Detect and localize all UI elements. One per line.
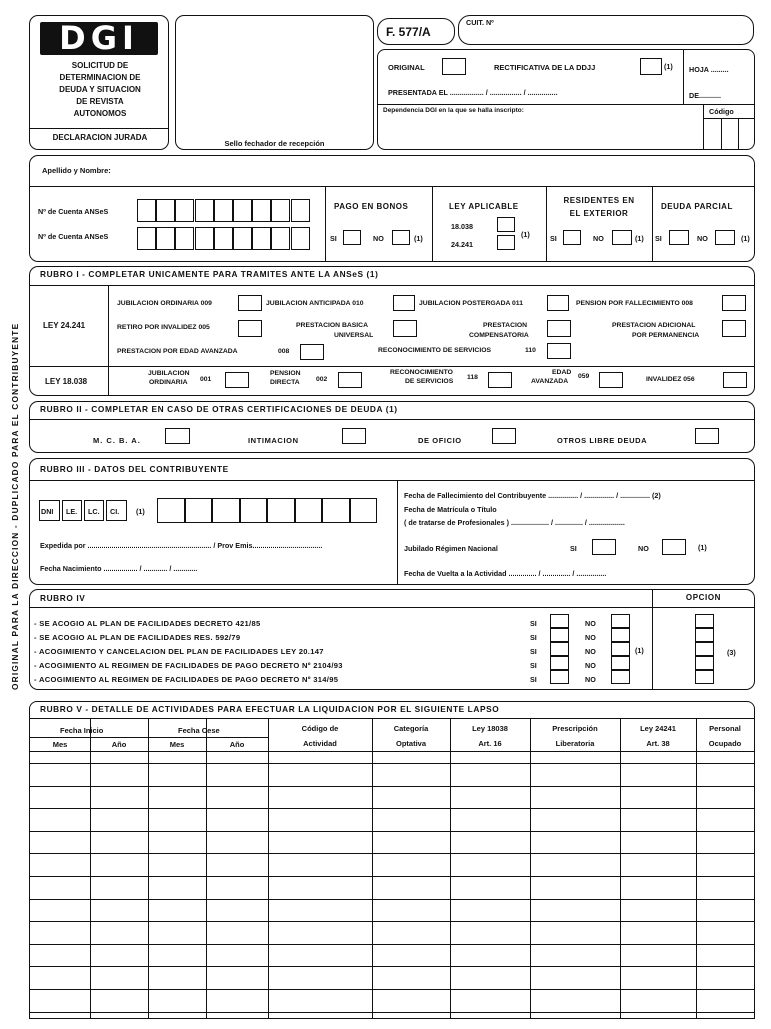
rubro4-item-label: - ACOGIMIENTO AL REGIMEN DE FACILIDADES DE PAGO DECRETO Nº 314/95: [34, 675, 339, 684]
cuenta-digit-box[interactable]: [175, 199, 194, 222]
cuenta-digit-box[interactable]: [175, 227, 194, 250]
expedida-label: Expedida por .............................................................. / Prov Emis...................................: [40, 541, 323, 550]
intimacion-checkbox[interactable]: [342, 428, 366, 444]
otros-label: OTROS LIBRE DEUDA: [557, 436, 648, 445]
rubro4-no-checkbox[interactable]: [611, 614, 630, 628]
mes-header-2: Mes: [169, 740, 185, 749]
l18-invalidez-label: INVALIDEZ 056: [646, 376, 695, 383]
ley-note: (1): [521, 230, 530, 239]
rubro5-title: RUBRO V - DETALLE DE ACTIVIDADES PARA EFECTUAR LA LIQUIDACION POR EL SIGUIENTE LAPSO: [40, 704, 500, 714]
reconocimiento-code: 110: [525, 347, 536, 354]
fecha-inicio-header: Fecha Inicio: [60, 726, 104, 735]
rubro4-no-label: NO: [585, 661, 596, 670]
cuenta-digit-box[interactable]: [137, 199, 156, 222]
l18-jubilacion-label-1: JUBILACION: [148, 370, 190, 377]
hoja-label: HOJA .........: [689, 65, 729, 74]
cuenta-digit-box[interactable]: [291, 227, 310, 250]
cuenta-digit-box[interactable]: [214, 227, 233, 250]
grid-row-line: [30, 763, 754, 764]
grid-header-line: [30, 751, 754, 752]
bonos-no-label: NO: [373, 234, 384, 243]
rubro4-si-label: SI: [530, 647, 537, 656]
rubro3-title: RUBRO III - DATOS DEL CONTRIBUYENTE: [40, 464, 229, 474]
pension-fallecimiento-checkbox[interactable]: [722, 295, 746, 311]
residentes-si-checkbox[interactable]: [563, 230, 581, 245]
apellido-label: Apellido y Nombre:: [42, 166, 111, 175]
rubro4-no-label: NO: [585, 675, 596, 684]
bonos-si-label: SI: [330, 234, 337, 243]
jubilado-si-label: SI: [570, 544, 577, 553]
cuenta-digit-box[interactable]: [271, 199, 290, 222]
fallecimiento-label: Fecha de Fallecimiento del Contribuyente ............... / ............... / ............... (2): [404, 491, 661, 500]
prest-basica-label-1: PRESTACION BASICA: [296, 322, 369, 329]
residentes-si-label: SI: [550, 234, 557, 243]
cuenta-digit-box[interactable]: [137, 227, 156, 250]
ley24241-header-1: Ley 24241: [640, 724, 676, 733]
oficio-label: DE OFICIO: [418, 436, 462, 445]
bonos-no-checkbox[interactable]: [392, 230, 410, 245]
rubro4-item-label: - SE ACOGIO AL PLAN DE FACILIDADES RES. 592/79: [34, 633, 241, 642]
opcion-checkbox[interactable]: [695, 614, 714, 628]
fecha-cese-header: Fecha Cese: [178, 726, 220, 735]
vuelta-label: Fecha de Vuelta a la Actividad .............. / .............. / ...............: [404, 569, 607, 578]
pago-bonos-title: PAGO EN BONOS: [334, 202, 409, 211]
matricula-label-1: Fecha de Matrícula o Título: [404, 505, 497, 514]
deuda-si-checkbox[interactable]: [669, 230, 689, 245]
grid-row-line: [30, 831, 754, 832]
l18-pension-label-1: PENSION: [270, 370, 301, 377]
sello-box: [175, 15, 374, 150]
rubro4-si-checkbox[interactable]: [550, 670, 569, 684]
rubro2-title: RUBRO II - COMPLETAR EN CASO DE OTRAS CERTIFICACIONES DE DEUDA (1): [40, 404, 398, 414]
cuenta-digit-box[interactable]: [156, 199, 175, 222]
l18-edad-checkbox[interactable]: [599, 372, 623, 388]
prest-compensatoria-label-2: COMPENSATORIA: [469, 332, 529, 339]
cuenta-digit-box[interactable]: [252, 199, 271, 222]
doc-number-digit-box[interactable]: [267, 498, 295, 523]
l18-invalidez-checkbox[interactable]: [723, 372, 747, 388]
prest-basica-label-2: UNIVERSAL: [334, 332, 374, 339]
rubro4-title: RUBRO IV: [40, 593, 86, 603]
solicitud-line-1: SOLICITUD DE: [71, 61, 129, 70]
solicitud-line-4: DE REVISTA: [76, 97, 124, 106]
prest-adicional-label-2: POR PERMANENCIA: [632, 332, 700, 339]
rubro4-no-label: NO: [585, 647, 596, 656]
cuit-label: CUIT. Nº: [466, 18, 494, 27]
jubilado-si-checkbox[interactable]: [592, 539, 616, 555]
de-label: DE...........: [689, 91, 721, 100]
opcion-checkbox[interactable]: [695, 656, 714, 670]
rubro4-no-checkbox[interactable]: [611, 642, 630, 656]
ley-24241-row-label: LEY 24.241: [43, 321, 86, 330]
doc-lc-label: LC.: [88, 507, 100, 516]
rubro4-no-checkbox[interactable]: [611, 628, 630, 642]
categoria-header-2: Optativa: [395, 739, 426, 748]
opcion-title: OPCION: [685, 593, 722, 602]
rubro4-item-label: - ACOGIMIENTO Y CANCELACION DEL PLAN DE FACILIDADES LEY 20.147: [34, 647, 324, 656]
anio-header-1: Año: [111, 740, 127, 749]
rubro4-si-checkbox[interactable]: [550, 642, 569, 656]
jubilado-label: Jubilado Régimen Nacional: [404, 544, 498, 553]
doc-ci-label: CI.: [110, 507, 120, 516]
jubilado-note: (1): [698, 543, 707, 552]
form-code: F. 577/A: [386, 25, 431, 39]
ley-24241-label: 24.241: [451, 240, 473, 249]
jub-anticipada-checkbox[interactable]: [393, 295, 415, 311]
cuenta1-label: Nº de Cuenta ANSeS: [38, 207, 109, 216]
doc-number-digit-box[interactable]: [185, 498, 213, 523]
rubro4-item-label: - ACOGIMIENTO AL REGIMEN DE FACILIDADES DE PAGO DECRETO Nº 2104/93: [34, 661, 343, 670]
cuenta-digit-box[interactable]: [271, 227, 290, 250]
solicitud-line-5: AUTONOMOS: [73, 109, 127, 118]
grid-row-line: [30, 921, 754, 922]
doc-le-label: LE.: [66, 507, 78, 516]
cuenta-digit-box[interactable]: [252, 227, 271, 250]
deuda-parcial-title: DEUDA PARCIAL: [661, 202, 733, 211]
grid-row-line: [30, 989, 754, 990]
mcba-checkbox[interactable]: [165, 428, 190, 444]
mes-header-1: Mes: [52, 740, 68, 749]
opcion-checkbox[interactable]: [695, 628, 714, 642]
rubro4-no-label: NO: [585, 633, 596, 642]
grid-row-line: [30, 966, 754, 967]
residentes-title-2: EL EXTERIOR: [569, 209, 629, 218]
residentes-no-checkbox[interactable]: [612, 230, 632, 245]
rubro4-note3: (3): [727, 648, 736, 657]
presentada-label: PRESENTADA EL ................. / ................ / ...............: [388, 88, 558, 97]
rubro4-si-checkbox[interactable]: [550, 628, 569, 642]
jubilado-no-label: NO: [638, 544, 649, 553]
opcion-checkbox[interactable]: [695, 642, 714, 656]
rectificativa-checkbox[interactable]: [640, 58, 662, 75]
retiro-invalidez-label: RETIRO POR INVALIDEZ 005: [117, 324, 210, 331]
cuenta2-label: Nº de Cuenta ANSeS: [38, 232, 109, 241]
jub-ordinaria-checkbox[interactable]: [238, 295, 262, 311]
dgi-logo: DGI: [40, 22, 158, 55]
ley24241-header-2: Art. 38: [646, 739, 670, 748]
rubro1-title: RUBRO I - COMPLETAR UNICAMENTE PARA TRAMITES ANTE LA ANSeS (1): [40, 269, 379, 279]
l18-edad-label-2: AVANZADA: [531, 378, 569, 385]
ley-18038-row-label: LEY 18.038: [45, 377, 88, 386]
prest-compensatoria-checkbox[interactable]: [547, 320, 571, 337]
jub-ordinaria-label: JUBILACION ORDINARIA 009: [117, 300, 212, 307]
rubro4-no-checkbox[interactable]: [611, 656, 630, 670]
l18-pension-checkbox[interactable]: [338, 372, 362, 388]
jub-postergada-label: JUBILACION POSTERGADA 011: [419, 300, 523, 307]
codigo-label: Código: [709, 107, 734, 116]
nacimiento-label: Fecha Nacimiento ................. / ............ / ............: [40, 564, 198, 573]
jub-anticipada-label: JUBILACION ANTICIPADA 010: [266, 300, 364, 307]
cuenta-digit-box[interactable]: [195, 199, 214, 222]
cuenta-digit-box[interactable]: [291, 199, 310, 222]
solicitud-line-3: DEUDA Y SITUACION: [59, 85, 141, 94]
pension-fallecimiento-label: PENSION POR FALLECIMIENTO 008: [576, 300, 693, 307]
l18-jubilacion-label-2: ORDINARIA: [149, 379, 188, 386]
deuda-si-label: SI: [655, 234, 662, 243]
rubro4-si-label: SI: [530, 661, 537, 670]
cuenta-digit-box[interactable]: [233, 199, 252, 222]
rubro5-box: [29, 701, 755, 1019]
ley18038-header-1: Ley 18038: [472, 724, 508, 733]
l18-edad-label-1: EDAD: [552, 369, 572, 376]
intimacion-label: INTIMACION: [248, 436, 299, 445]
prescripcion-header-1: Prescripción: [552, 724, 598, 733]
rubro4-si-label: SI: [530, 633, 537, 642]
otros-checkbox[interactable]: [695, 428, 719, 444]
ley18038-header-2: Art. 16: [478, 739, 502, 748]
codigo-header-2: Actividad: [303, 739, 337, 748]
doc-number-digit-box[interactable]: [212, 498, 240, 523]
ley-aplicable-title: LEY APLICABLE: [449, 202, 519, 211]
jubilado-no-checkbox[interactable]: [662, 539, 686, 555]
residentes-title-1: RESIDENTES EN: [563, 196, 635, 205]
personal-header-1: Personal: [709, 724, 741, 733]
rubro4-si-label: SI: [530, 675, 537, 684]
side-copy-label: ORIGINAL PARA LA DIRECCION - DUPLICADO PARA EL CONTRIBUYENTE: [10, 322, 20, 690]
l18-pension-label-2: DIRECTA: [270, 379, 300, 386]
prest-edad-code: 008: [278, 348, 290, 355]
declaracion-jurada: DECLARACION JURADA: [52, 133, 148, 142]
bonos-note: (1): [414, 234, 423, 243]
cuenta-digit-box[interactable]: [214, 199, 233, 222]
doc-number-digit-box[interactable]: [295, 498, 323, 523]
prest-adicional-label-1: PRESTACION ADICIONAL: [612, 322, 696, 329]
grid-subheader-line: [30, 737, 268, 738]
rubro4-no-label: NO: [585, 619, 596, 628]
original-checkbox[interactable]: [442, 58, 466, 75]
doc-number-digit-box[interactable]: [157, 498, 185, 523]
l18-edad-code: 059: [578, 373, 590, 380]
rectificativa-label: RECTIFICATIVA DE LA DDJJ: [494, 63, 596, 72]
ley-18038-checkbox[interactable]: [497, 217, 515, 232]
retiro-invalidez-checkbox[interactable]: [238, 320, 262, 337]
rubro4-note1: (1): [635, 646, 644, 655]
grid-row-line: [30, 1012, 754, 1013]
l18-reconocimiento-label-1: RECONOCIMIENTO: [390, 369, 453, 376]
cuit-box: [458, 15, 754, 45]
rectificativa-note: (1): [664, 62, 673, 71]
sello-label: Sello fechador de recepción: [224, 139, 325, 148]
l18-reconocimiento-code: 118: [467, 374, 478, 381]
dependencia-label: Dependencia DGI en la que se halla inscripto:: [383, 107, 524, 114]
prest-edad-checkbox[interactable]: [300, 344, 324, 360]
grid-row-line: [30, 786, 754, 787]
cuenta-digit-box[interactable]: [195, 227, 214, 250]
cuenta-digit-box[interactable]: [233, 227, 252, 250]
l18-jubilacion-checkbox[interactable]: [225, 372, 249, 388]
cuenta-digit-box[interactable]: [156, 227, 175, 250]
solicitud-line-2: DETERMINACION DE: [59, 73, 141, 82]
doc-number-digit-box[interactable]: [240, 498, 268, 523]
deuda-no-checkbox[interactable]: [715, 230, 735, 245]
doc-number-digit-box[interactable]: [350, 498, 378, 523]
personal-header-2: Ocupado: [708, 739, 742, 748]
residentes-no-label: NO: [593, 234, 604, 243]
rubro4-item-label: - SE ACOGIO AL PLAN DE FACILIDADES DECRETO 421/85: [34, 619, 261, 628]
l18-jubilacion-code: 001: [200, 376, 212, 383]
l18-pension-code: 002: [316, 376, 328, 383]
prest-basica-checkbox[interactable]: [393, 320, 417, 337]
residentes-note: (1): [635, 234, 644, 243]
ley-24241-checkbox[interactable]: [497, 235, 515, 250]
reconocimiento-checkbox[interactable]: [547, 343, 571, 359]
categoria-header-1: Categoría: [393, 724, 429, 733]
opcion-checkbox[interactable]: [695, 670, 714, 684]
doc-number-digit-box[interactable]: [322, 498, 350, 523]
prest-edad-label: PRESTACION POR EDAD AVANZADA: [117, 348, 238, 355]
mcba-label: M. C. B. A.: [93, 436, 141, 445]
rubro4-no-checkbox[interactable]: [611, 670, 630, 684]
doc-note: (1): [136, 507, 145, 516]
rubro4-si-label: SI: [530, 619, 537, 628]
grid-row-line: [30, 899, 754, 900]
grid-row-line: [30, 808, 754, 809]
reconocimiento-label: RECONOCIMIENTO DE SERVICIOS: [378, 347, 492, 354]
codigo-header-1: Código de: [301, 724, 339, 733]
prest-compensatoria-label-1: PRESTACION: [483, 322, 528, 329]
deuda-note: (1): [741, 234, 750, 243]
l18-reconocimiento-checkbox[interactable]: [488, 372, 512, 388]
original-label: ORIGINAL: [388, 63, 425, 72]
deuda-no-label: NO: [697, 234, 708, 243]
ley-18038-label: 18.038: [451, 222, 473, 231]
anio-header-2: Año: [229, 740, 245, 749]
grid-row-line: [30, 876, 754, 877]
oficio-checkbox[interactable]: [492, 428, 516, 444]
doc-dni-label: DNI: [41, 507, 54, 516]
rubro4-si-checkbox[interactable]: [550, 614, 569, 628]
jub-postergada-checkbox[interactable]: [547, 295, 569, 311]
prest-adicional-checkbox[interactable]: [722, 320, 746, 337]
grid-row-line: [30, 853, 754, 854]
matricula-label-2: ( de tratarse de Profesionales ) ................... / .............. / ..................: [404, 518, 625, 527]
grid-row-line: [30, 944, 754, 945]
l18-reconocimiento-label-2: DE SERVICIOS: [405, 378, 454, 385]
bonos-si-checkbox[interactable]: [343, 230, 361, 245]
prescripcion-header-2: Liberatoria: [555, 739, 595, 748]
rubro4-si-checkbox[interactable]: [550, 656, 569, 670]
